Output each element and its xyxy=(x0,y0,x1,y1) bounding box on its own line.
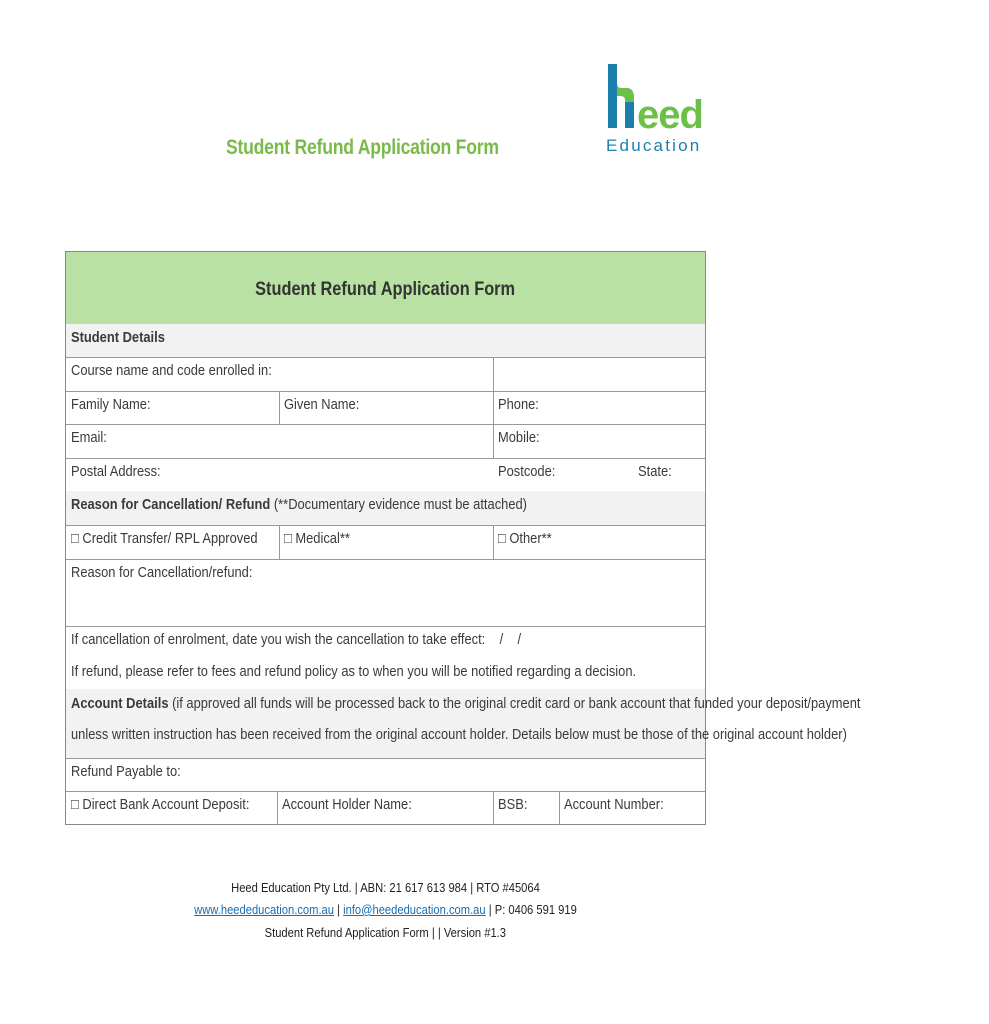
email-link[interactable]: info@heededucation.com.au xyxy=(342,902,486,917)
form-header xyxy=(66,252,705,324)
refund-form-table xyxy=(65,251,861,825)
footer-version-line: Student Refund Application Form | | Version #1.3 xyxy=(264,925,506,940)
svg-text:eed: eed xyxy=(637,93,703,137)
medical-checkbox[interactable]: □ Medical** xyxy=(284,530,350,547)
form-title: Student Refund Application Form xyxy=(255,279,516,300)
footer-company-line: Heed Education Pty Ltd. | ABN: 21 617 613 984 | RTO #45064 xyxy=(230,880,540,895)
postcode-field[interactable]: Postcode: xyxy=(498,463,556,480)
state-field[interactable]: State: xyxy=(638,463,672,480)
refund-payable-field: Refund Payable to: xyxy=(71,763,181,780)
page-title: Student Refund Application Form xyxy=(226,136,499,159)
website-link[interactable]: www.heededucation.com.au xyxy=(193,902,334,917)
course-value-field[interactable] xyxy=(493,357,707,391)
postal-address-field[interactable]: Postal Address: xyxy=(71,463,161,480)
reason-heading: Reason for Cancellation/ Refund (**Documentary evidence must be attached) xyxy=(66,491,705,525)
student-details-heading: Student Details xyxy=(66,324,705,357)
reason-text-field[interactable]: Reason for Cancellation/refund: xyxy=(71,564,253,581)
mobile-field[interactable]: Mobile: xyxy=(498,429,540,446)
phone-field[interactable]: Phone: xyxy=(498,396,539,413)
heed-education-logo xyxy=(604,62,704,158)
family-name-field[interactable]: Family Name: xyxy=(71,396,151,413)
account-holder-field[interactable]: Account Holder Name: xyxy=(282,796,412,813)
account-details-heading: Account Details (if approved all funds will be processed back to the original credit card or bank account that funded your deposit/payment unless written instruction has been received from the original account holder. Details below must be those of the original account holder) xyxy=(66,689,705,758)
bsb-field[interactable]: BSB: xyxy=(498,796,528,813)
other-checkbox[interactable]: □ Other** xyxy=(498,530,552,547)
credit-transfer-checkbox[interactable]: □ Credit Transfer/ RPL Approved xyxy=(71,530,258,547)
course-field[interactable]: Course name and code enrolled in: xyxy=(71,362,272,379)
account-number-field[interactable]: Account Number: xyxy=(564,796,664,813)
heed-logo-mark xyxy=(604,62,704,137)
cancellation-date-field[interactable]: If cancellation of enrolment, date you wish the cancellation to take effect: / / xyxy=(71,631,522,648)
email-field[interactable]: Email: xyxy=(71,429,107,446)
logo-subtitle: Education xyxy=(606,136,702,155)
footer-phone: | P: 0406 591 919 xyxy=(485,902,577,917)
footer-contact-line: www.heededucation.com.au | info@heededucation.com.au | P: 0406 591 919 xyxy=(193,902,577,917)
given-name-field[interactable]: Given Name: xyxy=(284,396,360,413)
refund-policy-note: If refund, please refer to fees and refund policy as to when you will be notified regarding a decision. xyxy=(71,663,637,680)
direct-deposit-checkbox[interactable]: □ Direct Bank Account Deposit: xyxy=(71,796,250,813)
